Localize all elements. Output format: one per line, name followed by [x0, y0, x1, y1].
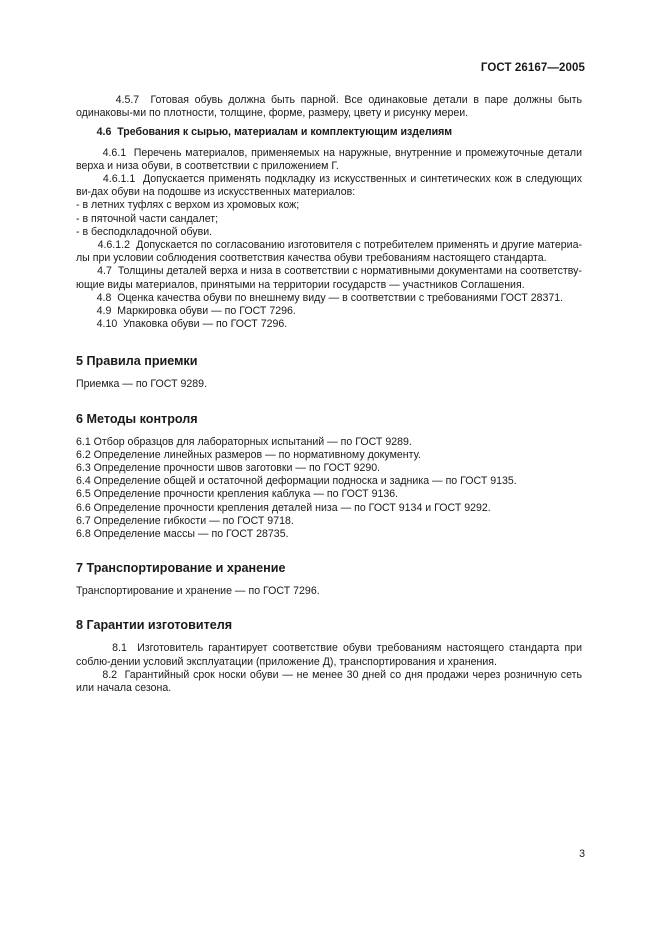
list-item: - в пяточной части сандалет; [76, 212, 219, 225]
paragraph-4-10: 4.10 Упаковка обуви — по ГОСТ 7296. [96, 318, 288, 331]
list-item: 6.7 Определение гибкости — по ГОСТ 9718. [76, 514, 294, 527]
list-item: 6.1 Отбор образцов для лабораторных испытаний — по ГОСТ 9289. [76, 435, 412, 448]
list-item: - в летних туфлях с верхом из хромовых кож; [76, 199, 300, 212]
subsection-4-6-heading: 4.6 Требования к сырью, материалам и комплектующим изделиям [96, 126, 453, 139]
section-5-heading: 5 Правила приемки [76, 354, 198, 369]
paragraph-4-6-1-2: 4.6.1.2 Допускается по согласованию изготовителя с потребителем применять и другие материа-лы при условии соблюдения соответствия качества обуви требованиям настоящего стандарта. [76, 239, 582, 265]
paragraph-4-8: 4.8 Оценка качества обуви по внешнему виду — в соответствии с требованиями ГОСТ 28371. [96, 291, 564, 304]
paragraph-4-6-1: 4.6.1 Перечень материалов, применяемых на наружные, внутренние и промежуточные детали верха и низа обуви, в соответствии с приложением Г. [76, 146, 582, 172]
list-item: 6.6 Определение прочности крепления деталей низа — по ГОСТ 9134 и ГОСТ 9292. [76, 501, 491, 514]
section-7-heading: 7 Транспортирование и хранение [76, 561, 286, 576]
list-item: - в бесподкладочной обуви. [76, 225, 213, 238]
list-item: 6.4 Определение общей и остаточной деформации подноска и задника — по ГОСТ 9135. [76, 475, 517, 488]
list-item: 6.8 Определение массы — по ГОСТ 28735. [76, 528, 289, 541]
list-item: 6.3 Определение прочности швов заготовки — по ГОСТ 9290. [76, 462, 381, 475]
doc-code: ГОСТ 26167—2005 [480, 62, 585, 74]
paragraph-4-9: 4.9 Маркировка обуви — по ГОСТ 7296. [96, 305, 296, 318]
section-7-text: Транспортирование и хранение — по ГОСТ 7296. [76, 585, 320, 598]
section-6-heading: 6 Методы контроля [76, 411, 198, 426]
section-8-heading: 8 Гарантии изготовителя [76, 618, 233, 633]
list-item: 6.2 Определение линейных размеров — по нормативному документу. [76, 448, 421, 461]
page-number: 3 [579, 848, 585, 860]
paragraph-4-7: 4.7 Толщины деталей верха и низа в соответствии с нормативными документами на соответству-ющие виды материалов, принятыми на территории государств — участников Соглашения. [76, 265, 582, 291]
list-item: 6.5 Определение прочности крепления каблука — по ГОСТ 9136. [76, 488, 399, 501]
document-body [76, 94, 582, 695]
paragraph-8-2: 8.2 Гарантийный срок носки обуви — не менее 30 дней со дня продажи через розничную сеть или начала сезона. [76, 668, 582, 695]
paragraph-4-6-1-1: 4.6.1.1 Допускается применять подкладку из искусственных и синтетических кож в следующих ви-дах обуви на подошве из искусственных материалов: [76, 173, 582, 199]
section-5-text: Приемка — по ГОСТ 9289. [76, 378, 208, 391]
paragraph-8-1: 8.1 Изготовитель гарантирует соответствие обуви требованиям настоящего стандарта при соблю-дении условий эксплуатации (приложение Д), транспортирования и хранения. [76, 642, 582, 668]
paragraph-4-5-7: 4.5.7 Готовая обувь должна быть парной. Все одинаковые детали в паре должны быть одинаковы-ми по плотности, толщине, форме, размеру, цвету и рисунку мереи. [76, 94, 583, 120]
